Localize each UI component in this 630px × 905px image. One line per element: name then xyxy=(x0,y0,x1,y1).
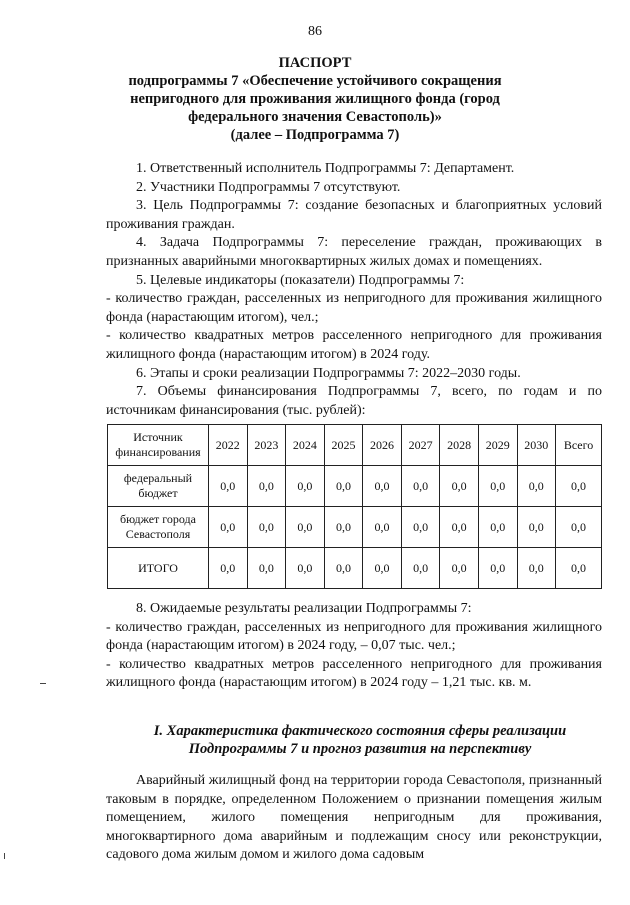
table-header-cell: 2024 xyxy=(286,425,325,466)
table-header-cell: 2026 xyxy=(363,425,402,466)
table-cell: 0,0 xyxy=(401,548,440,589)
title-subprogram: подпрограммы 7 «Обеспечение устойчивого сокращения непригодного для проживания жилищного фонда (город федерального значения Севастополь)» xyxy=(128,73,502,125)
table-header-cell: Источник финансирования xyxy=(108,425,209,466)
table-header-cell: 2027 xyxy=(401,425,440,466)
scan-mark xyxy=(40,683,46,684)
table-cell: 0,0 xyxy=(401,466,440,507)
table-cell: федеральный бюджет xyxy=(108,466,209,507)
financing-table xyxy=(107,424,602,589)
table-row xyxy=(108,507,602,548)
table-cell: бюджет города Севастополя xyxy=(108,507,209,548)
item-3: 3. Цель Подпрограммы 7: создание безопасных и благоприятных условий проживания граждан. xyxy=(106,198,602,232)
table-cell: 0,0 xyxy=(209,548,248,589)
result-2: - количество квадратных метров расселенного непригодного для проживания жилищного фонда (нарастающим итогом) в 2024 году – 1,21 тыс. кв. м. xyxy=(106,656,602,691)
financing-table-wrap xyxy=(107,424,602,589)
passport-title xyxy=(100,54,530,144)
table-cell: 0,0 xyxy=(247,548,286,589)
table-header-cell: 2030 xyxy=(517,425,556,466)
page-number: 86 xyxy=(308,24,322,39)
table-header-cell: 2022 xyxy=(209,425,248,466)
table-cell: 0,0 xyxy=(324,548,363,589)
table-cell: 0,0 xyxy=(517,548,556,589)
table-cell: 0,0 xyxy=(247,507,286,548)
table-cell: 0,0 xyxy=(440,507,479,548)
table-cell: 0,0 xyxy=(478,507,517,548)
scan-mark xyxy=(4,853,5,859)
table-cell: 0,0 xyxy=(556,548,602,589)
table-cell: 0,0 xyxy=(324,507,363,548)
table-cell: 0,0 xyxy=(440,466,479,507)
item-6: 6. Этапы и сроки реализации Подпрограммы 7: 2022–2030 годы. xyxy=(136,365,521,381)
table-cell: 0,0 xyxy=(440,548,479,589)
table-cell: 0,0 xyxy=(517,466,556,507)
table-cell: ИТОГО xyxy=(108,548,209,589)
item-5: 5. Целевые индикаторы (показатели) Подпрограммы 7: xyxy=(136,272,465,288)
expected-results xyxy=(106,600,602,693)
table-cell: 0,0 xyxy=(324,466,363,507)
table-cell: 0,0 xyxy=(478,548,517,589)
item-1: 1. Ответственный исполнитель Подпрограммы 7: Департамент. xyxy=(136,161,515,176)
item-4: 4. Задача Подпрограммы 7: переселение граждан, проживающих в признанных аварийными многоквартирных жилых домах и помещениях. xyxy=(106,235,602,269)
body-paragraph: Аварийный жилищный фонд на территории города Севастополя, признанный таковым в порядке, определенном Положением о признании помещения жилым помещением, жилого помещения непригодным для проживания, многоквартирного дома аварийным и подлежащим сносу или реконструкции, садового дома жилым домом и жилого дома садовым xyxy=(106,773,602,863)
section-body xyxy=(106,772,602,865)
table-cell: 0,0 xyxy=(363,548,402,589)
table-cell: 0,0 xyxy=(286,466,325,507)
table-header-cell: 2025 xyxy=(324,425,363,466)
table-row xyxy=(108,466,602,507)
passport-items xyxy=(106,160,602,420)
table-cell: 0,0 xyxy=(363,507,402,548)
table-cell: 0,0 xyxy=(286,548,325,589)
table-cell: 0,0 xyxy=(286,507,325,548)
item-2: 2. Участники Подпрограммы 7 отсутствуют. xyxy=(136,179,401,195)
item-5-indicator-1: - количество граждан, расселенных из непригодного для проживания жилищного фонда (нарастающим итогом), чел.; xyxy=(106,291,602,325)
results-heading: 8. Ожидаемые результаты реализации Подпрограммы 7: xyxy=(136,601,472,616)
table-cell: 0,0 xyxy=(517,507,556,548)
table-cell: 0,0 xyxy=(556,507,602,548)
item-7: 7. Объемы финансирования Подпрограммы 7, всего, по годам и по источникам финансирования (тыс. рублей): xyxy=(106,384,602,418)
title-heading: ПАСПОРТ xyxy=(278,55,352,71)
table-header-cell: 2029 xyxy=(478,425,517,466)
title-abbrev: (далее – Подпрограмма 7) xyxy=(230,127,400,143)
section-title: I. Характеристика фактического состояния сферы реализации Подпрограммы 7 и прогноз развития на перспективу xyxy=(153,723,567,757)
table-cell: 0,0 xyxy=(478,466,517,507)
table-header-cell: 2023 xyxy=(247,425,286,466)
table-row xyxy=(108,548,602,589)
table-cell: 0,0 xyxy=(247,466,286,507)
table-header-cell: 2028 xyxy=(440,425,479,466)
item-5-indicator-2: - количество квадратных метров расселенного непригодного для проживания жилищного фонда (нарастающим итогом) в 2024 году. xyxy=(106,328,602,362)
table-cell: 0,0 xyxy=(556,466,602,507)
table-cell: 0,0 xyxy=(209,507,248,548)
table-cell: 0,0 xyxy=(363,466,402,507)
table-cell: 0,0 xyxy=(209,466,248,507)
result-1: - количество граждан, расселенных из непригодного для проживания жилищного фонда (нарастающим итогом) в 2024 году, – 0,07 тыс. чел.; xyxy=(106,619,602,654)
table-cell: 0,0 xyxy=(401,507,440,548)
table-header-row xyxy=(108,425,602,466)
table-header-cell: Всего xyxy=(556,425,602,466)
